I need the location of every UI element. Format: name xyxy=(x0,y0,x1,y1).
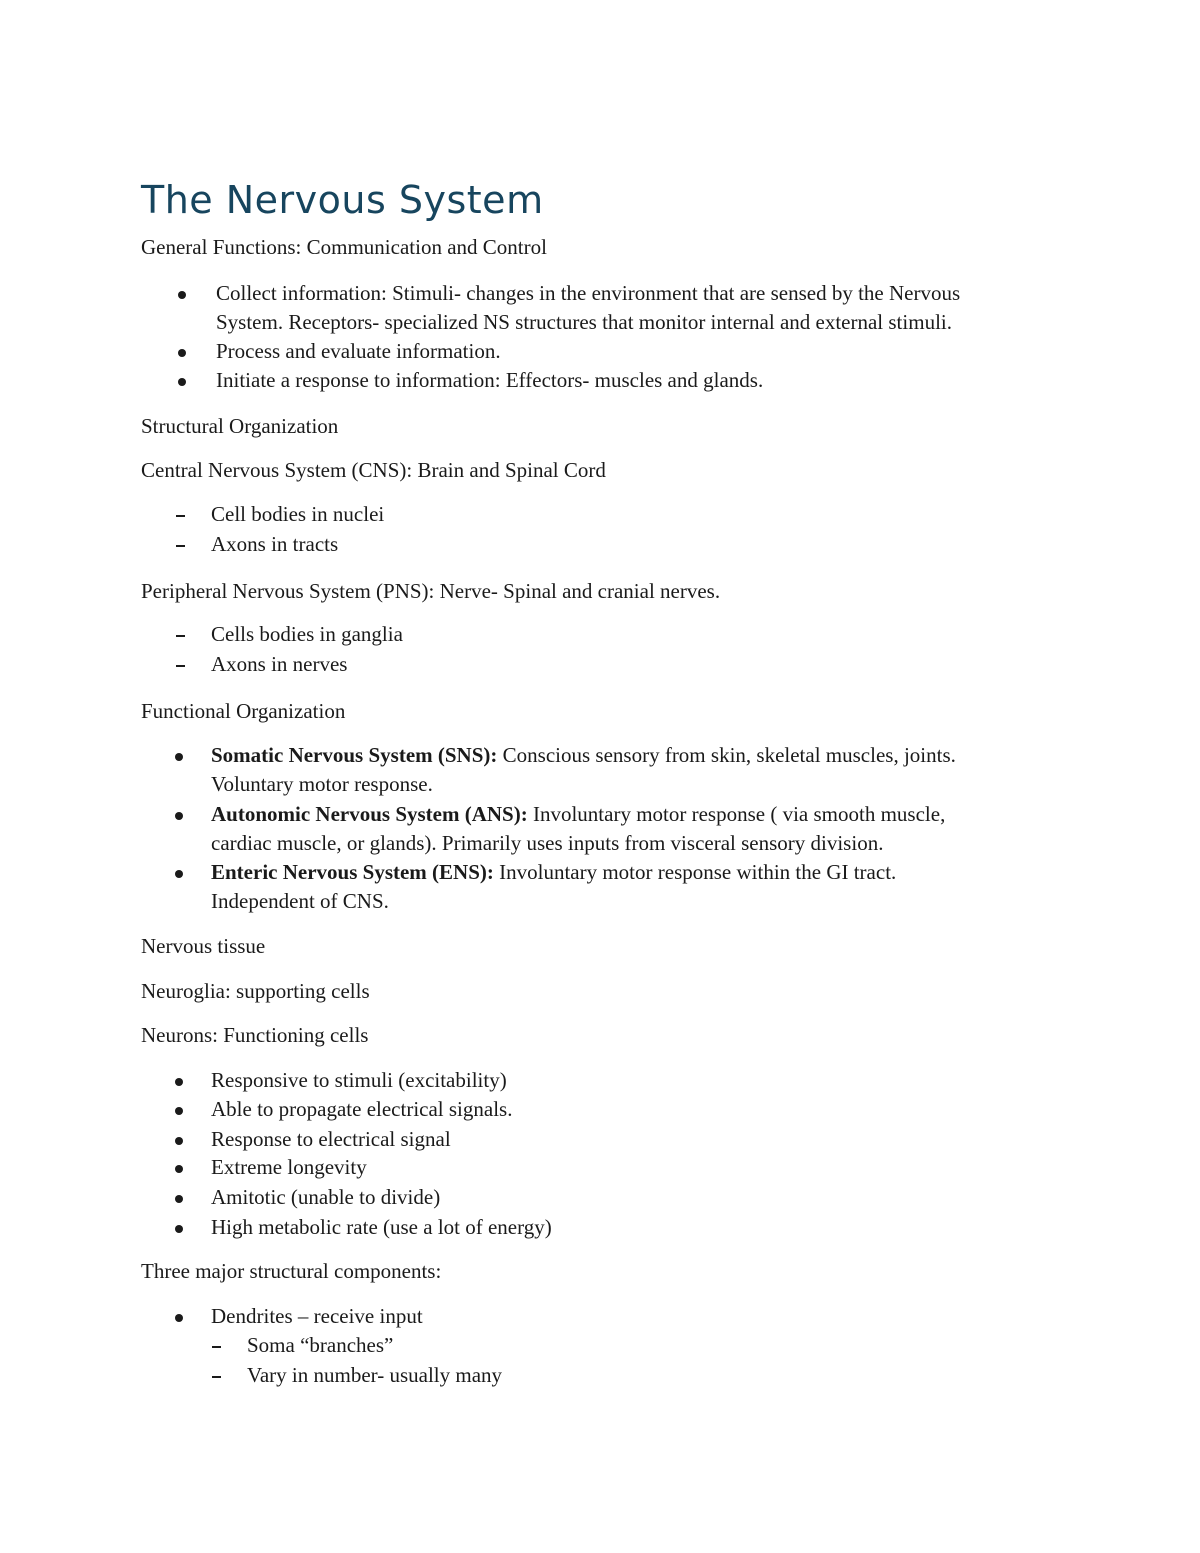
bullet-icon xyxy=(175,1195,183,1203)
list-item: Cell bodies in nuclei xyxy=(211,502,385,526)
list-item: Collect information: Stimuli- changes in the environment that are sensed by the Nervous xyxy=(216,281,961,305)
bullet-icon xyxy=(175,1107,183,1115)
list-item: Dendrites – receive input xyxy=(211,1304,423,1328)
list-item: Amitotic (unable to divide) xyxy=(211,1185,441,1209)
bullet-icon xyxy=(178,349,186,357)
list-item: Extreme longevity xyxy=(211,1155,367,1179)
list-item: Able to propagate electrical signals. xyxy=(211,1097,513,1121)
bullet-icon xyxy=(175,870,183,878)
bullet-icon xyxy=(175,1314,183,1322)
list-item-continuation: Voluntary motor response. xyxy=(211,772,433,796)
bullet-icon xyxy=(175,812,183,820)
list-item: Initiate a response to information: Effectors- muscles and glands. xyxy=(216,368,764,392)
bullet-icon xyxy=(175,753,183,761)
nervous-tissue-heading: Nervous tissue xyxy=(141,934,266,958)
list-item: Cells bodies in ganglia xyxy=(211,622,403,646)
list-item: Axons in nerves xyxy=(211,652,348,676)
list-item: Axons in tracts xyxy=(211,532,339,556)
list-item-ens xyxy=(211,858,896,887)
term-label: Enteric Nervous System (ENS): xyxy=(211,860,494,884)
dash-icon xyxy=(176,545,185,547)
list-item: Responsive to stimuli (excitability) xyxy=(211,1068,507,1092)
bullet-icon xyxy=(175,1225,183,1233)
list-item-sns xyxy=(211,741,956,770)
bullet-icon xyxy=(175,1078,183,1086)
three-components-heading: Three major structural components: xyxy=(141,1259,442,1283)
dash-icon xyxy=(212,1376,221,1378)
functional-organization-heading: Functional Organization xyxy=(141,699,346,723)
term-label: Somatic Nervous System (SNS): xyxy=(211,743,498,767)
sub-list-item: Soma “branches” xyxy=(247,1333,394,1357)
list-item: Process and evaluate information. xyxy=(216,339,501,363)
list-item-continuation: Independent of CNS. xyxy=(211,889,389,913)
bullet-icon xyxy=(175,1137,183,1145)
term-description: Conscious sensory from skin, skeletal muscles, joints. xyxy=(497,743,956,767)
general-functions-line: General Functions: Communication and Control xyxy=(141,235,547,259)
list-item-continuation: System. Receptors- specialized NS structures that monitor internal and external stimuli. xyxy=(216,310,952,334)
bullet-icon xyxy=(178,291,186,299)
dash-icon xyxy=(176,665,185,667)
term-label: Autonomic Nervous System (ANS): xyxy=(211,802,528,826)
structural-organization-heading: Structural Organization xyxy=(141,414,339,438)
page-title: The Nervous System xyxy=(141,178,544,222)
term-description: Involuntary motor response ( via smooth muscle, xyxy=(527,802,946,826)
bullet-icon xyxy=(178,378,186,386)
pns-heading: Peripheral Nervous System (PNS): Nerve- Spinal and cranial nerves. xyxy=(141,579,721,603)
bullet-icon xyxy=(175,1165,183,1173)
dash-icon xyxy=(176,515,185,517)
list-item: High metabolic rate (use a lot of energy) xyxy=(211,1215,552,1239)
dash-icon xyxy=(176,635,185,637)
cns-heading: Central Nervous System (CNS): Brain and Spinal Cord xyxy=(141,458,606,482)
term-description: Involuntary motor response within the GI tract. xyxy=(493,860,897,884)
list-item: Response to electrical signal xyxy=(211,1127,451,1151)
neuroglia-line: Neuroglia: supporting cells xyxy=(141,979,370,1003)
list-item-ans xyxy=(211,800,945,829)
list-item-continuation: cardiac muscle, or glands). Primarily uses inputs from visceral sensory division. xyxy=(211,831,884,855)
sub-list-item: Vary in number- usually many xyxy=(247,1363,503,1387)
dash-icon xyxy=(212,1346,221,1348)
neurons-line: Neurons: Functioning cells xyxy=(141,1023,369,1047)
